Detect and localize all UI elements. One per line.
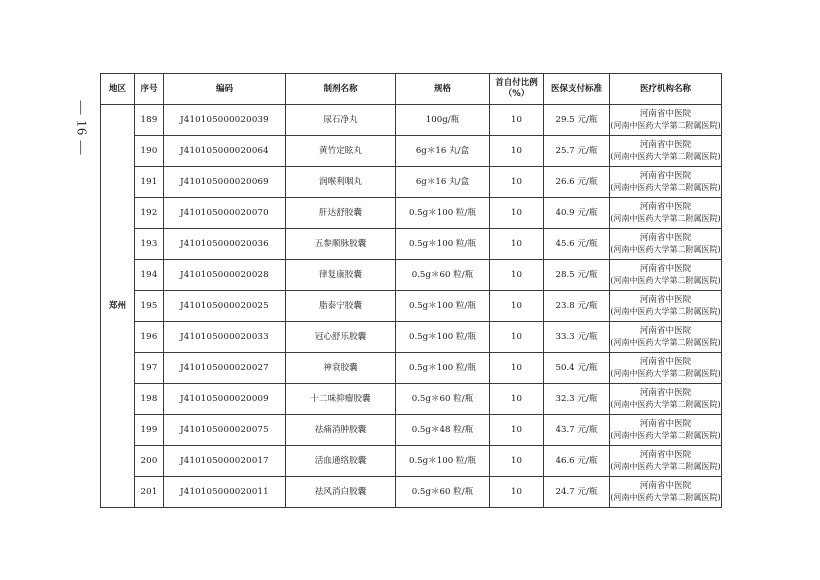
institution-alias: (河南中医药大学第二附属医院) [610,276,721,285]
header-ratio [490,74,544,105]
header-institution: 医疗机构名称 [610,74,722,105]
row-index: 196 [135,322,164,353]
institution-alias: (河南中医药大学第二附属医院) [610,245,721,254]
row-code: J410105000020075 [164,415,286,446]
institution-alias: (河南中医药大学第二附属医院) [610,214,721,223]
institution-name: 河南省中医院 [639,357,692,367]
header-code: 编码 [164,74,286,105]
institution-alias: (河南中医药大学第二附属医院) [610,338,721,347]
row-spec: 100g/瓶 [396,105,490,136]
institution-alias: (河南中医药大学第二附属医院) [610,431,721,440]
row-spec: 0.5g＊60 粒/瓶 [396,260,490,291]
row-spec: 6g＊16 丸/盒 [396,136,490,167]
table-row [101,415,722,446]
row-spec: 0.5g＊100 粒/瓶 [396,198,490,229]
row-drug-name: 黄竹定眩丸 [286,136,396,167]
header-region: 地区 [101,74,135,105]
row-ratio: 10 [490,105,544,136]
institution-name: 河南省中医院 [639,264,692,274]
row-code: J410105000020025 [164,291,286,322]
row-index: 197 [135,353,164,384]
row-drug-name: 冠心舒乐胶囊 [286,322,396,353]
row-drug-name: 脂泰宁胶囊 [286,291,396,322]
row-price: 50.4 元/瓶 [544,353,610,384]
row-ratio: 10 [490,291,544,322]
header-index: 序号 [135,74,164,105]
row-price: 33.3 元/瓶 [544,322,610,353]
row-institution [610,198,722,229]
header-ratio-line1: 首自付比例 [495,78,538,88]
row-ratio: 10 [490,415,544,446]
row-price: 43.7 元/瓶 [544,415,610,446]
table-row [101,322,722,353]
table-row [101,477,722,508]
row-index: 200 [135,446,164,477]
institution-alias: (河南中医药大学第二附属医院) [610,369,721,378]
row-code: J410105000020036 [164,229,286,260]
row-code: J410105000020069 [164,167,286,198]
institution-alias: (河南中医药大学第二附属医院) [610,152,721,161]
row-index: 189 [135,105,164,136]
row-institution [610,322,722,353]
table-body [101,105,722,508]
row-institution [610,229,722,260]
row-ratio: 10 [490,136,544,167]
institution-name: 河南省中医院 [639,326,692,336]
table-row [101,229,722,260]
row-spec: 0.5g＊100 粒/瓶 [396,353,490,384]
row-ratio: 10 [490,384,544,415]
row-drug-name: 润喉利咽丸 [286,167,396,198]
row-price: 28.5 元/瓶 [544,260,610,291]
row-price: 26.6 元/瓶 [544,167,610,198]
institution-alias: (河南中医药大学第二附属医院) [610,121,721,130]
row-ratio: 10 [490,229,544,260]
row-index: 192 [135,198,164,229]
row-institution [610,415,722,446]
row-drug-name: 活血通络胶囊 [286,446,396,477]
row-ratio: 10 [490,198,544,229]
row-spec: 6g＊16 丸/盒 [396,167,490,198]
institution-name: 河南省中医院 [639,450,692,460]
row-ratio: 10 [490,477,544,508]
institution-name: 河南省中医院 [639,295,692,305]
row-code: J410105000020039 [164,105,286,136]
row-ratio: 10 [490,322,544,353]
row-institution [610,105,722,136]
row-code: J410105000020009 [164,384,286,415]
institution-name: 河南省中医院 [639,481,692,491]
row-drug-name: 尿石净丸 [286,105,396,136]
region-cell: 郑州 [101,105,135,508]
header-ratio-line2: （%） [503,89,530,99]
row-institution [610,291,722,322]
row-price: 46.6 元/瓶 [544,446,610,477]
table-row [101,260,722,291]
institution-name: 河南省中医院 [639,140,692,150]
table-row [101,384,722,415]
row-drug-name: 十二味抑瘤胶囊 [286,384,396,415]
table-row [101,105,722,136]
row-price: 25.7 元/瓶 [544,136,610,167]
institution-name: 河南省中医院 [639,233,692,243]
row-drug-name: 祛痛消肿胶囊 [286,415,396,446]
row-code: J410105000020011 [164,477,286,508]
table-row [101,198,722,229]
row-drug-name: 律复康胶囊 [286,260,396,291]
row-drug-name: 祛风消白胶囊 [286,477,396,508]
institution-alias: (河南中医药大学第二附属医院) [610,400,721,409]
row-spec: 0.5g＊100 粒/瓶 [396,322,490,353]
institution-name: 河南省中医院 [639,202,692,212]
institution-name: 河南省中医院 [639,419,692,429]
row-index: 190 [135,136,164,167]
row-code: J410105000020064 [164,136,286,167]
institution-alias: (河南中医药大学第二附属医院) [610,183,721,192]
row-drug-name: 神衰胶囊 [286,353,396,384]
row-code: J410105000020070 [164,198,286,229]
page-number-text: — 16 — [73,100,88,156]
institution-alias: (河南中医药大学第二附属医院) [610,493,721,502]
row-index: 191 [135,167,164,198]
row-ratio: 10 [490,446,544,477]
row-index: 193 [135,229,164,260]
row-drug-name: 肝达舒胶囊 [286,198,396,229]
row-spec: 0.5g＊48 粒/瓶 [396,415,490,446]
header-spec: 规格 [396,74,490,105]
row-price: 23.8 元/瓶 [544,291,610,322]
row-institution [610,353,722,384]
row-spec: 0.5g＊100 粒/瓶 [396,229,490,260]
table-row [101,353,722,384]
row-ratio: 10 [490,260,544,291]
row-price: 40.9 元/瓶 [544,198,610,229]
row-drug-name: 五参顺脉胶囊 [286,229,396,260]
row-institution [610,384,722,415]
drug-price-table [100,73,722,508]
row-price: 32.3 元/瓶 [544,384,610,415]
row-institution [610,136,722,167]
header-price: 医保支付标准 [544,74,610,105]
row-price: 29.5 元/瓶 [544,105,610,136]
table-row [101,167,722,198]
row-spec: 0.5g＊100 粒/瓶 [396,291,490,322]
page-number [62,92,98,164]
row-institution [610,477,722,508]
row-code: J410105000020033 [164,322,286,353]
row-index: 199 [135,415,164,446]
header-name: 制剂名称 [286,74,396,105]
row-index: 194 [135,260,164,291]
row-institution [610,167,722,198]
table-row [101,291,722,322]
row-price: 24.7 元/瓶 [544,477,610,508]
row-ratio: 10 [490,167,544,198]
table-row [101,446,722,477]
institution-name: 河南省中医院 [639,171,692,181]
row-index: 195 [135,291,164,322]
row-institution [610,260,722,291]
row-ratio: 10 [490,353,544,384]
row-code: J410105000020027 [164,353,286,384]
row-index: 201 [135,477,164,508]
row-code: J410105000020028 [164,260,286,291]
row-spec: 0.5g＊100 粒/瓶 [396,446,490,477]
table-header-row [101,74,722,105]
institution-name: 河南省中医院 [639,388,692,398]
institution-alias: (河南中医药大学第二附属医院) [610,307,721,316]
institution-alias: (河南中医药大学第二附属医院) [610,462,721,471]
row-price: 45.6 元/瓶 [544,229,610,260]
row-spec: 0.5g＊60 粒/瓶 [396,477,490,508]
table-row [101,136,722,167]
row-institution [610,446,722,477]
row-code: J410105000020017 [164,446,286,477]
row-spec: 0.5g＊60 粒/瓶 [396,384,490,415]
institution-name: 河南省中医院 [639,109,692,119]
row-index: 198 [135,384,164,415]
